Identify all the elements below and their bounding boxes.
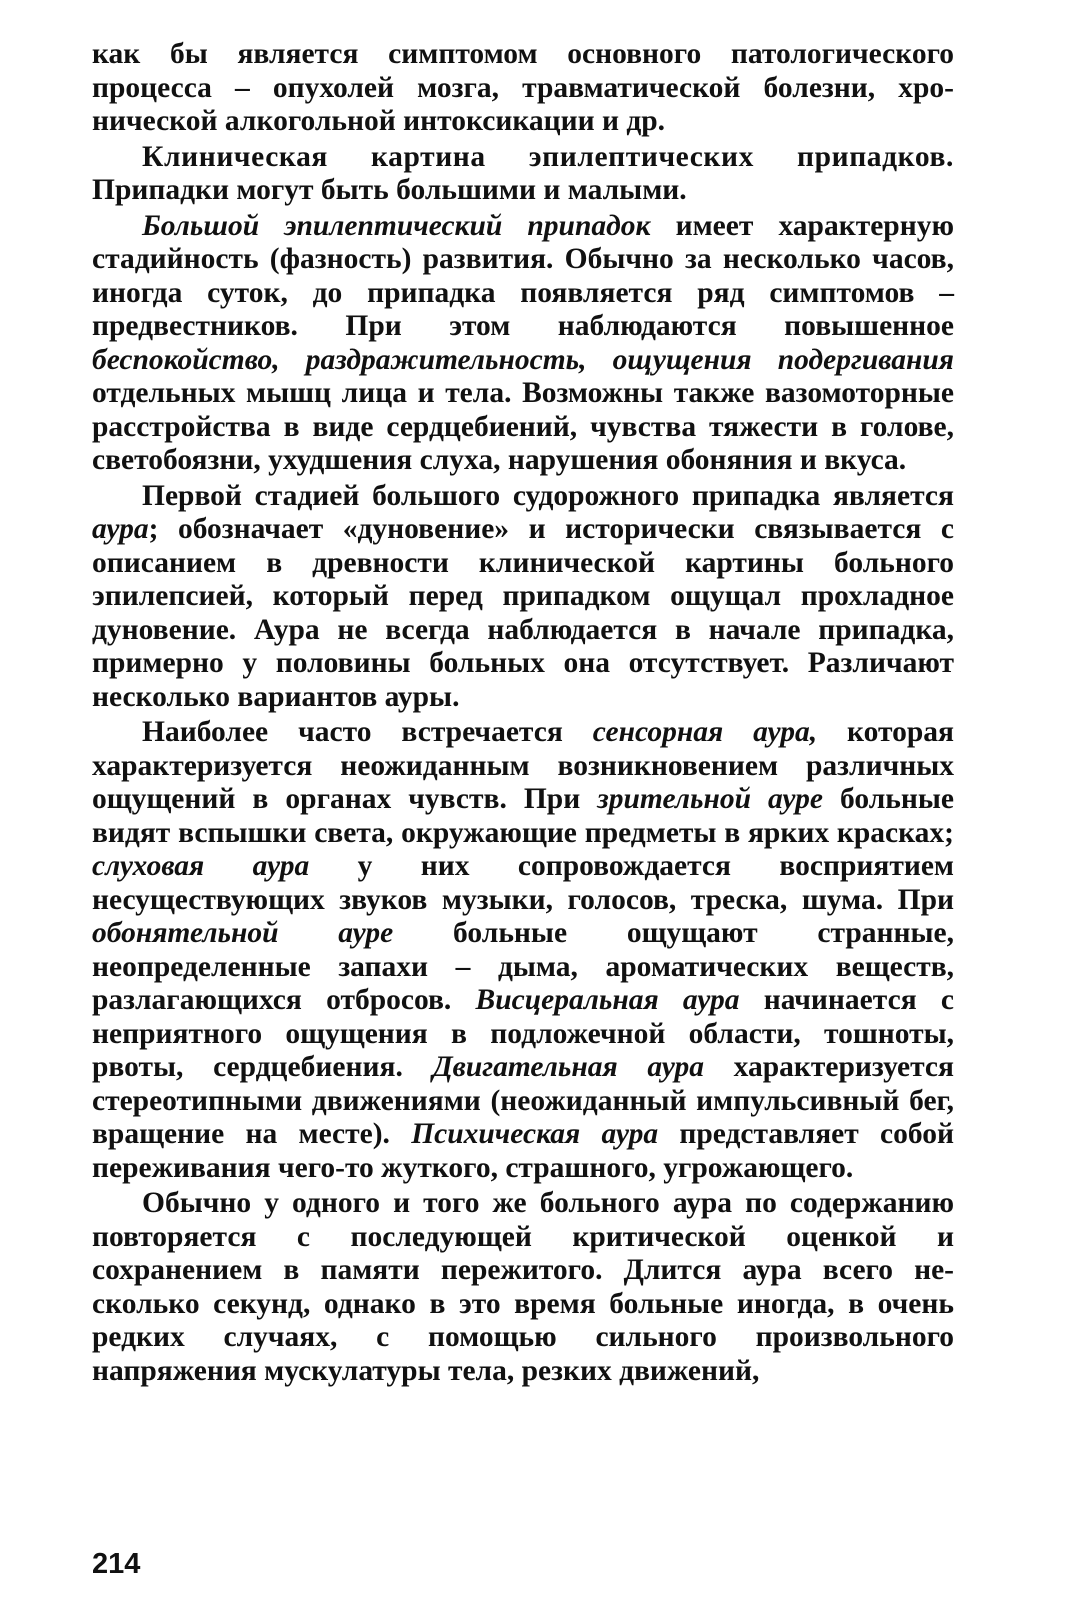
text-run: Первой стадией большого судорожного припадка является — [142, 479, 954, 512]
paragraph-aura-duration — [92, 1187, 954, 1388]
emphasis-term: Двигательная аура — [432, 1051, 704, 1083]
paragraph-aura-stage — [92, 480, 954, 715]
text-run: у них сопровождается восприятием несуществующих звуков музыки, голосов, треска, шума. При — [92, 850, 955, 916]
paragraph-clinical-picture — [92, 141, 954, 208]
emphasis-term: сенсорная аура, — [592, 716, 818, 748]
text-run: Наиболее часто встречается — [142, 716, 593, 748]
text-run: ; обозначает «дуновение» и исторически связывается с описанием в древности клинической картины больного эпилепсией, который перед припадком ощущал прохладное дуновение. Аура не всегда наблюдается в начале припадка, примерно у половины больных она отсутствует. Различают несколько вариантов ауры. — [92, 513, 954, 713]
emphasis-term: Большой эпилептический припадок — [142, 209, 651, 242]
text-run: которая характеризуется неожиданным возникновением различных ощущений в органах чувств. При — [92, 716, 954, 815]
section-heading: Клиническая картина эпилептических припадков. — [142, 140, 954, 173]
text-run: имеет характерную стадийность (фазность) развития. Обычно за несколько часов, иногда суток, до припадка появляется ряд симптомов – предвестников. При этом наблюдаются повышенное — [92, 209, 954, 342]
emphasis-term: Висцеральная аура — [475, 984, 740, 1016]
text-run: отдельных мышц лица и тела. Возможны также вазомоторные расстройства в виде сердцебиений, чувства тяжести в голове, светобоязни, ухудшения слуха, нарушения обоняния и вкуса. — [92, 377, 954, 476]
text-run: как бы является симптомом основного патологического процесса – опухолей мозга, травматической болезни, хронической алкогольной интоксикации и др. — [92, 38, 954, 137]
paragraph-continuation — [92, 38, 954, 139]
text-run: Обычно у одного и того же больного аура по содержанию повторяется с последующей критической оценкой и сохранением в памяти пережитого. Длится аура всего несколько секунд, однако в это время больные иногда, в очень редких случаях, с помощью сильного произвольного напряжения мускулатуры тела, резких движений, — [92, 1187, 954, 1387]
text-run: начинается с неприятного ощущения в подложечной области, тошноты, рвоты, сердцебиения. — [92, 984, 955, 1083]
emphasis-term: беспокойство, раздражительность, ощущения подергивания — [92, 343, 954, 376]
page-number: 214 — [92, 1548, 141, 1580]
text-run: больные ощущают странные, неопределенные запахи – дыма, ароматических веществ, разлагающихся отбросов. — [92, 917, 954, 1016]
emphasis-term: Психическая аура — [411, 1118, 659, 1150]
emphasis-term: зрительной ауре — [597, 783, 823, 815]
emphasis-term: слуховая аура — [92, 850, 310, 882]
text-run: характеризуется стереотипными движениями (неожиданный импульсивный бег, вращение на месте). — [92, 1051, 954, 1150]
emphasis-term: обонятельной ауре — [92, 917, 394, 949]
text-run: представляет собой переживания чего-то жуткого, страшного, угрожающего. — [92, 1118, 954, 1184]
paragraph-aura-types — [92, 716, 954, 1185]
page-body — [92, 38, 954, 1388]
text-run: больные видят вспышки света, окружающие предметы в ярких красках; — [92, 783, 955, 849]
emphasis-term: аура — [92, 513, 149, 545]
paragraph-grand-mal — [92, 210, 954, 478]
text-run: Припадки могут быть большими и малыми. — [92, 174, 687, 206]
